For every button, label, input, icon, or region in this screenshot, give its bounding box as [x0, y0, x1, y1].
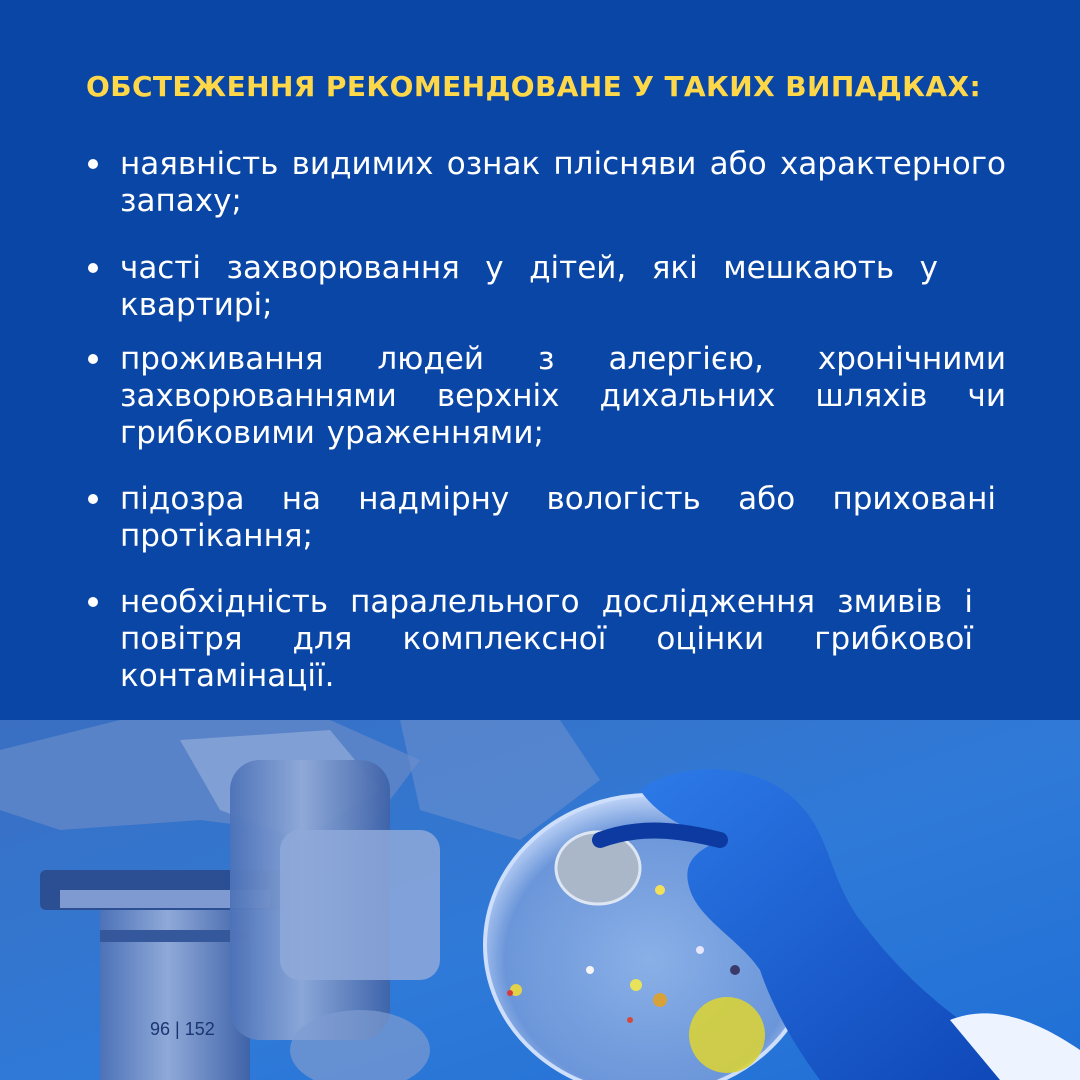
list-item-text: наявність видимих ознак плісняви або характерного запаху;: [120, 146, 1006, 219]
lab-photo: [0, 720, 1080, 1080]
microscope-label: 96 | 152: [150, 1019, 215, 1039]
list-item: [88, 250, 938, 324]
list-item-text: підозра на надмірну вологість або приховані протікання;: [120, 481, 996, 554]
list-item-text: часті захворювання у дітей, які мешкають у квартирі;: [120, 250, 938, 323]
list-item: [88, 146, 1006, 220]
bullet-dot-icon: [88, 250, 120, 287]
bullet-dot-icon: [88, 146, 120, 183]
bullet-dot-icon: [88, 341, 120, 378]
bullet-dot-icon: [88, 481, 120, 518]
lab-illustration: [0, 720, 1080, 1080]
bullet-dot-icon: [88, 584, 120, 621]
list-item: [88, 481, 996, 555]
list-item: [88, 584, 973, 695]
list-item: [88, 341, 1006, 452]
list-item-text: проживання людей з алергією, хронічними захворюваннями верхніх дихальних шляхів чи грибковими ураженнями;: [120, 341, 1006, 451]
heading: ОБСТЕЖЕННЯ РЕКОМЕНДОВАНЕ У ТАКИХ ВИПАДКАХ:: [86, 70, 982, 103]
list-item-text: необхідність паралельного дослідження змивів і повітря для комплексної оцінки грибкової контамінації.: [120, 584, 973, 694]
